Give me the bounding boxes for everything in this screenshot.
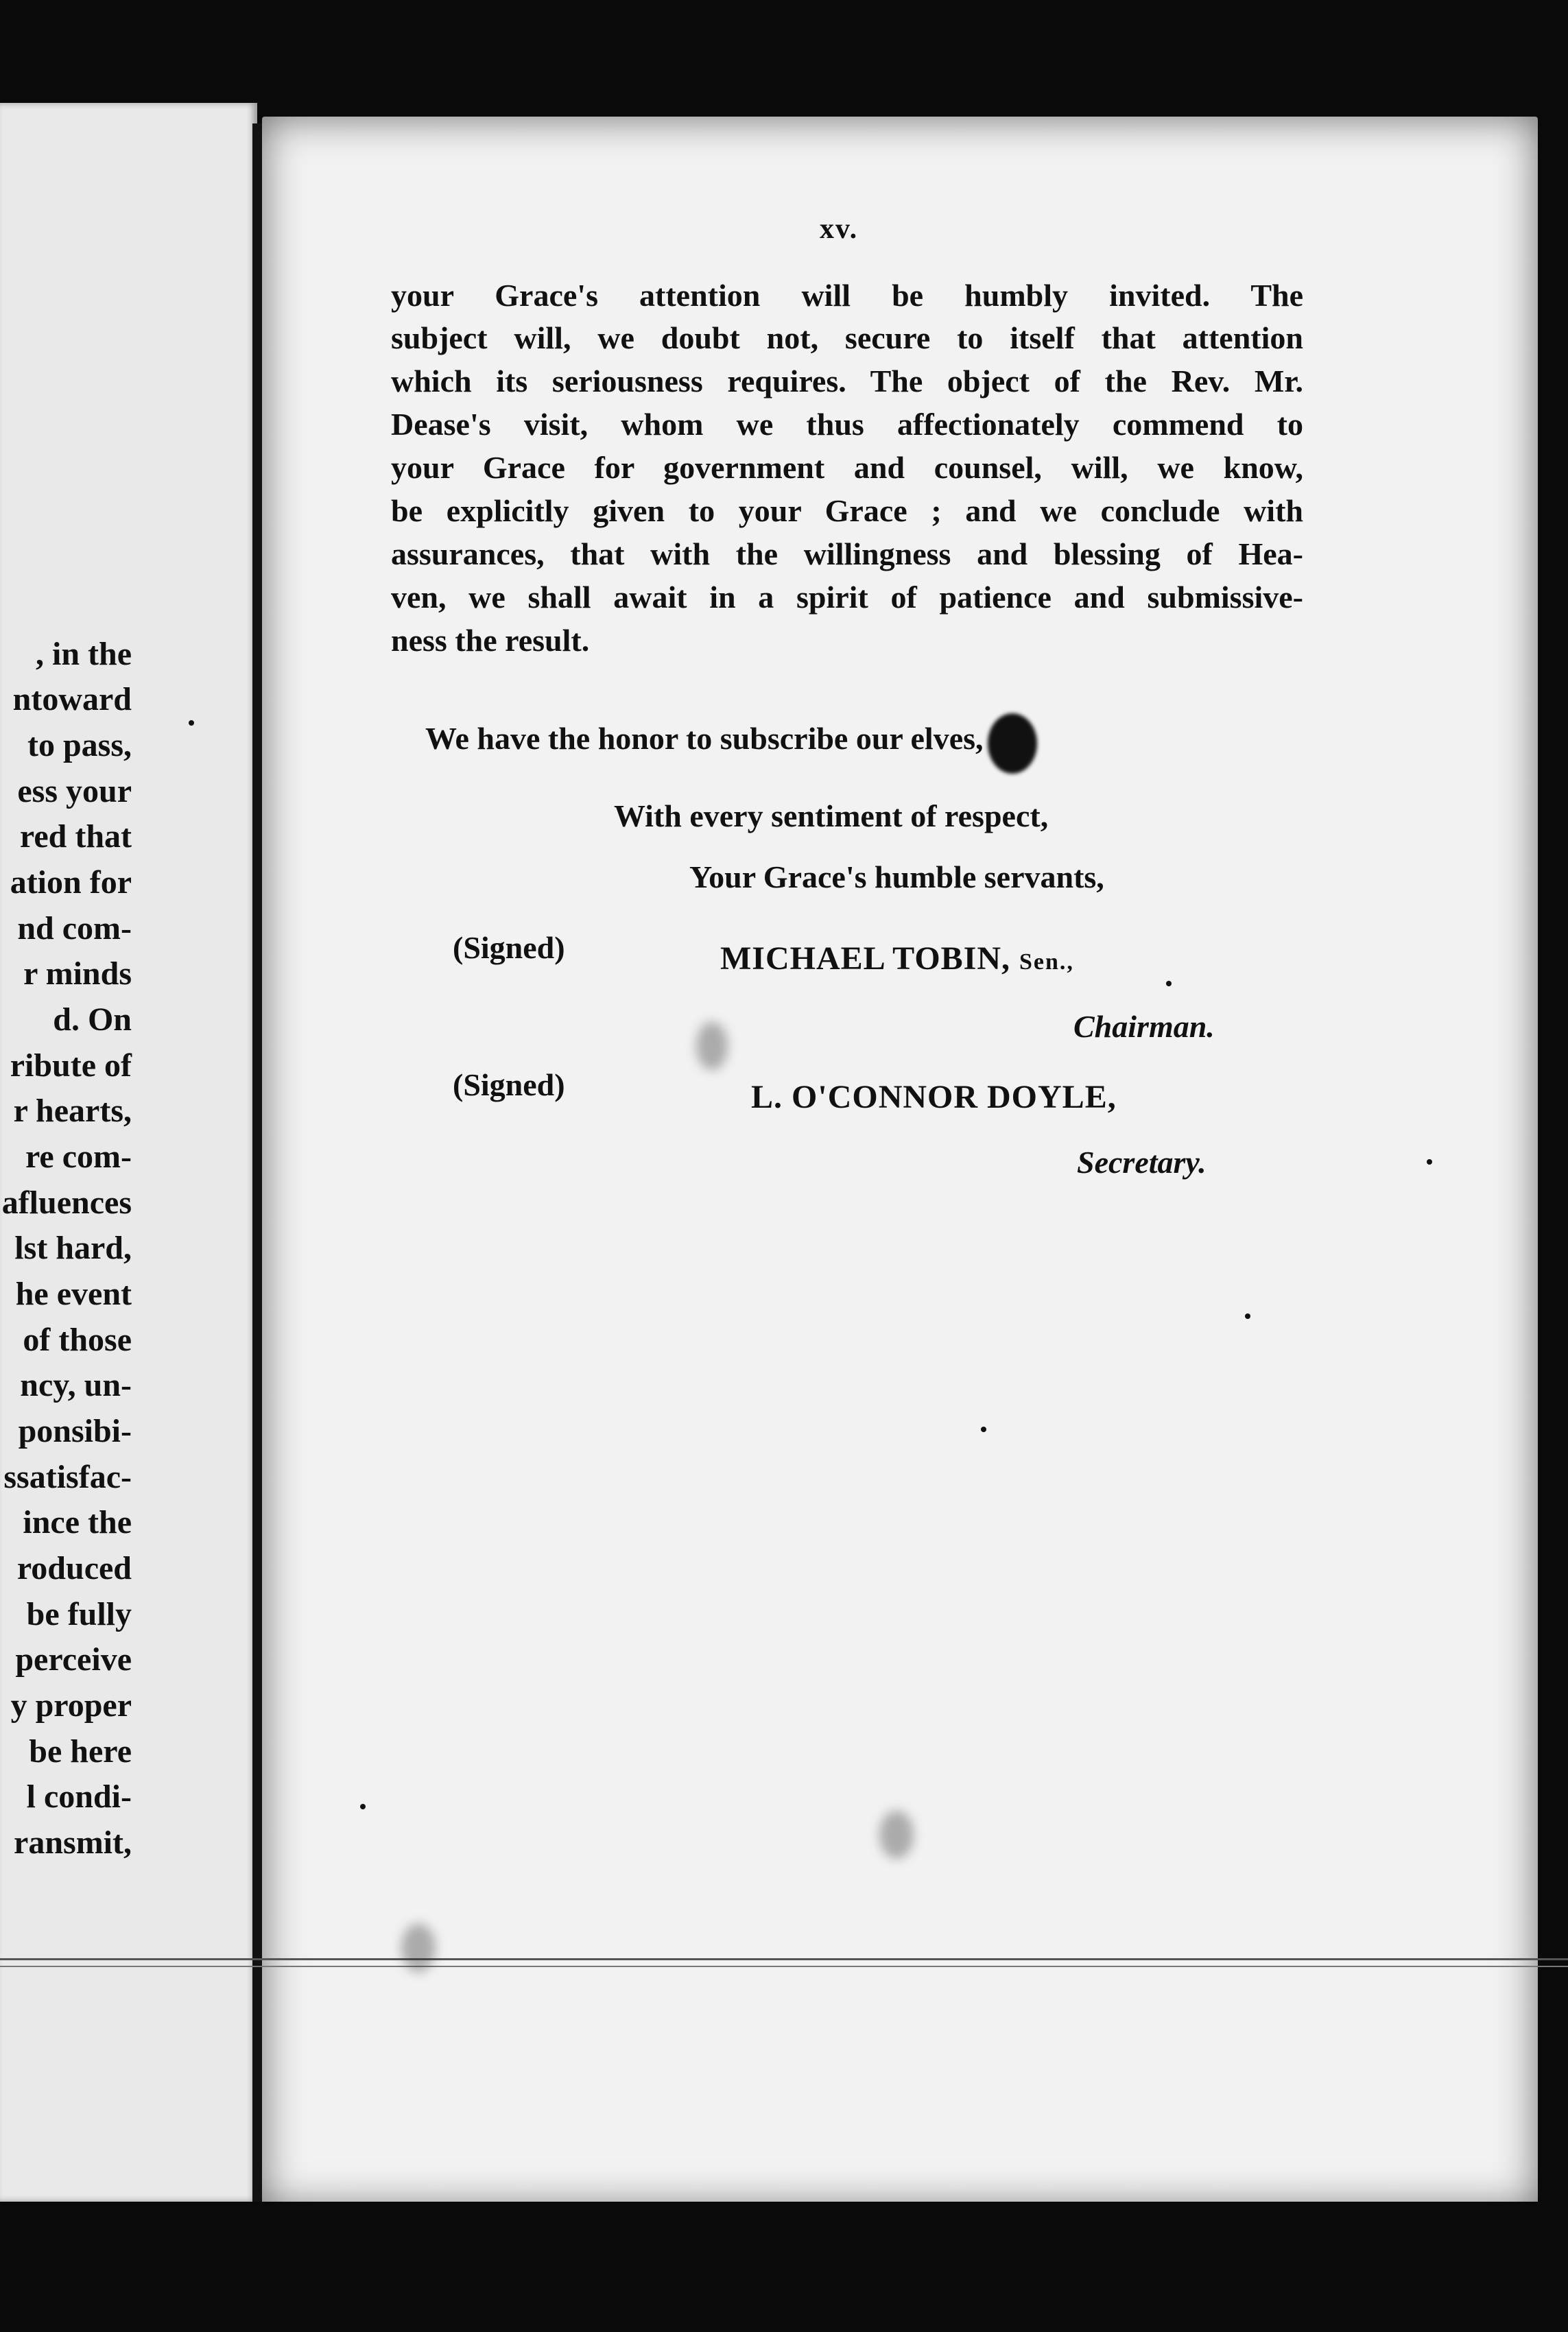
left-fragment: l condi- (26, 1778, 132, 1815)
left-fragment: nd com- (17, 910, 132, 947)
signatory-role: Secretary. (1077, 1145, 1207, 1180)
signatory-name (720, 940, 1074, 977)
left-fragment: , in the (35, 636, 132, 672)
left-fragment: afluences (1, 1185, 132, 1221)
book-gutter (252, 123, 262, 2209)
left-fragment: ribute of (10, 1047, 132, 1084)
closing-line: With every sentiment of respect, (614, 798, 1049, 833)
speck (1427, 1159, 1432, 1165)
signed-label: (Signed) (453, 1067, 565, 1102)
body-line: ness the result. (391, 623, 590, 658)
body-line: your Grace's attention will be humbly invited. The (391, 278, 1303, 313)
speck (1245, 1313, 1250, 1319)
scan-border (0, 2202, 1568, 2332)
page-number: xv. (820, 213, 859, 245)
signatory-role: Chairman. (1073, 1009, 1215, 1044)
speck (360, 1804, 366, 1809)
left-fragment: of those (23, 1322, 132, 1358)
speck (1166, 981, 1172, 986)
body-line: assurances, that with the willingness and blessing of Hea- (391, 536, 1303, 571)
left-fragment: be fully (26, 1596, 132, 1632)
left-fragment: red that (19, 818, 132, 855)
left-fragment: re com- (25, 1139, 132, 1175)
body-line: your Grace for government and counsel, will, we know, (391, 450, 1303, 485)
left-fragment: y proper (10, 1687, 132, 1724)
scanner-band (0, 1958, 1568, 1967)
left-fragment: ntoward (12, 681, 132, 717)
signatory-name-text: L. O'CONNOR DOYLE, (751, 1079, 1117, 1115)
body-line: which its seriousness requires. The object of the Rev. Mr. (391, 364, 1303, 398)
left-fragment: lst hard, (14, 1230, 132, 1266)
left-fragment: to pass, (27, 727, 132, 763)
left-fragment: ess your (17, 773, 132, 809)
left-fragment: ation for (10, 864, 132, 901)
speck (981, 1427, 986, 1432)
signatory-name-text: MICHAEL TOBIN, (720, 940, 1011, 977)
left-fragment: d. On (53, 1001, 132, 1038)
closing-line: Your Grace's humble servants, (689, 859, 1104, 894)
signatory-name (751, 1078, 1117, 1116)
left-fragment: ncy, un- (20, 1367, 132, 1403)
smudge (696, 1022, 728, 1070)
ink-blot (988, 713, 1037, 774)
signatory-suffix: Sen., (1019, 949, 1074, 975)
left-fragment: perceive (15, 1641, 132, 1678)
smudge (401, 1924, 436, 1972)
body-line: Dease's visit, whom we thus affectionately commend to (391, 407, 1303, 442)
left-fragment: ssatisfac- (3, 1459, 132, 1495)
left-fragment: be here (29, 1733, 132, 1770)
smudge (879, 1811, 914, 1859)
body-line: be explicitly given to your Grace ; and we conclude with (391, 493, 1303, 528)
left-fragment: r hearts, (13, 1093, 132, 1129)
left-fragment: r minds (23, 955, 132, 992)
left-fragment: roduced (16, 1550, 132, 1586)
speck (189, 720, 194, 726)
body-line: ven, we shall await in a spirit of patience and submissive- (391, 580, 1303, 615)
left-fragment: ransmit, (14, 1824, 132, 1861)
left-fragment: ponsibi- (18, 1413, 132, 1449)
left-fragment: ince the (23, 1504, 132, 1540)
closing-line: We have the honor to subscribe our elves, (425, 721, 984, 756)
signed-label: (Signed) (453, 930, 565, 965)
left-fragment: he event (15, 1276, 132, 1312)
body-line: subject will, we doubt not, secure to itself that attention (391, 320, 1303, 355)
